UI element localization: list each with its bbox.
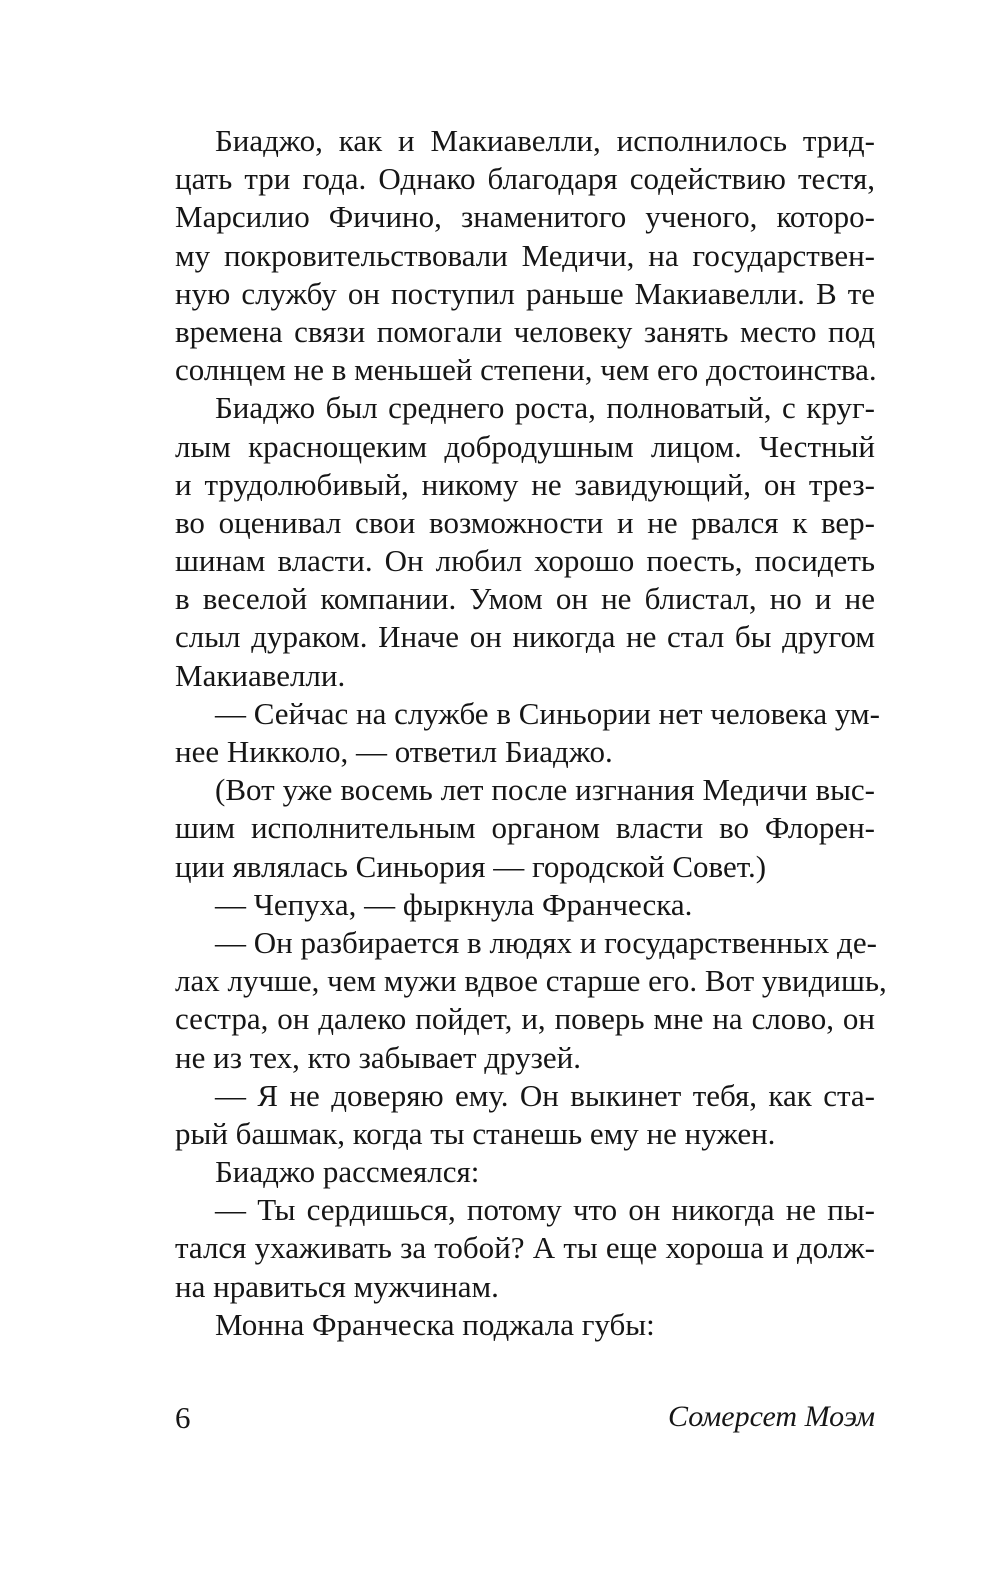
page-number: 6 (175, 1400, 191, 1435)
text-line: — Ты сердишься, потому что он никогда не пы- (215, 1192, 875, 1228)
text-line: сестра, он далеко пойдет, и, поверь мне на слово, он (175, 1001, 875, 1037)
text-line: не из тех, кто забывает друзей. (175, 1039, 581, 1075)
text-line: во оценивал свои возможности и не рвался к вер- (175, 504, 875, 540)
text-line: рый башмак, когда ты станешь ему не нужен. (175, 1115, 776, 1151)
text-line: — Он разбирается в людях и государственных де- (215, 924, 877, 960)
text-line: — Чепуха, — фыркнула Франческа. (215, 886, 693, 922)
text-line: нее Никколо, — ответил Биаджо. (175, 734, 613, 769)
text-line: ную службу он поступил раньше Макиавелли. В те (175, 275, 875, 311)
text-line: шим исполнительным органом власти во Флорен- (175, 810, 875, 846)
text-line: Биаджо рассмеялся: (215, 1154, 480, 1190)
text-line: лым краснощеким добродушным лицом. Честный (175, 428, 875, 464)
text-line: Биаджо был среднего роста, полноватый, с круг- (215, 390, 875, 426)
text-line: в веселой компании. Умом он не блистал, но и не (175, 581, 875, 617)
text-line: — Сейчас на службе в Синьории нет человека ум- (215, 695, 880, 731)
text-line: лах лучше, чем мужи вдвое старше его. Вот увидишь, (175, 963, 887, 999)
text-line: на нравиться мужчинам. (175, 1268, 499, 1304)
text-line: (Вот уже восемь лет после изгнания Медичи выс- (215, 772, 875, 808)
text-line: солнцем не в меньшей степени, чем его достоинства. (175, 352, 877, 388)
text-line: ции являлась Синьория — городской Совет.) (175, 848, 767, 884)
text-line: Биаджо, как и Макиавелли, исполнилось трид- (215, 123, 875, 158)
text-line: тался ухаживать за тобой? А ты еще хороша и долж- (175, 1230, 875, 1266)
text-line: Марсилио Фичино, знаменитого ученого, которо- (175, 199, 875, 235)
text-line: му покровительствовали Медичи, на государствен- (175, 237, 875, 273)
text-line: — Я не доверяю ему. Он выкинет тебя, как ста- (215, 1077, 875, 1113)
text-line: Макиавелли. (175, 657, 346, 693)
text-line: слыл дураком. Иначе он никогда не стал бы другом (175, 619, 875, 655)
body-text (175, 122, 887, 1344)
text-line: цать три года. Однако благодаря содействию тестя, (175, 161, 875, 197)
text-line: и трудолюбивый, никому не завидующий, он трез- (175, 466, 875, 502)
text-line: времена связи помогали человеку занять место под (175, 313, 875, 349)
text-line: Монна Франческа поджала губы: (215, 1306, 655, 1342)
text-line: шинам власти. Он любил хорошо поесть, посидеть (175, 543, 875, 579)
running-footer-author: Сомерсет Моэм (668, 1400, 875, 1433)
